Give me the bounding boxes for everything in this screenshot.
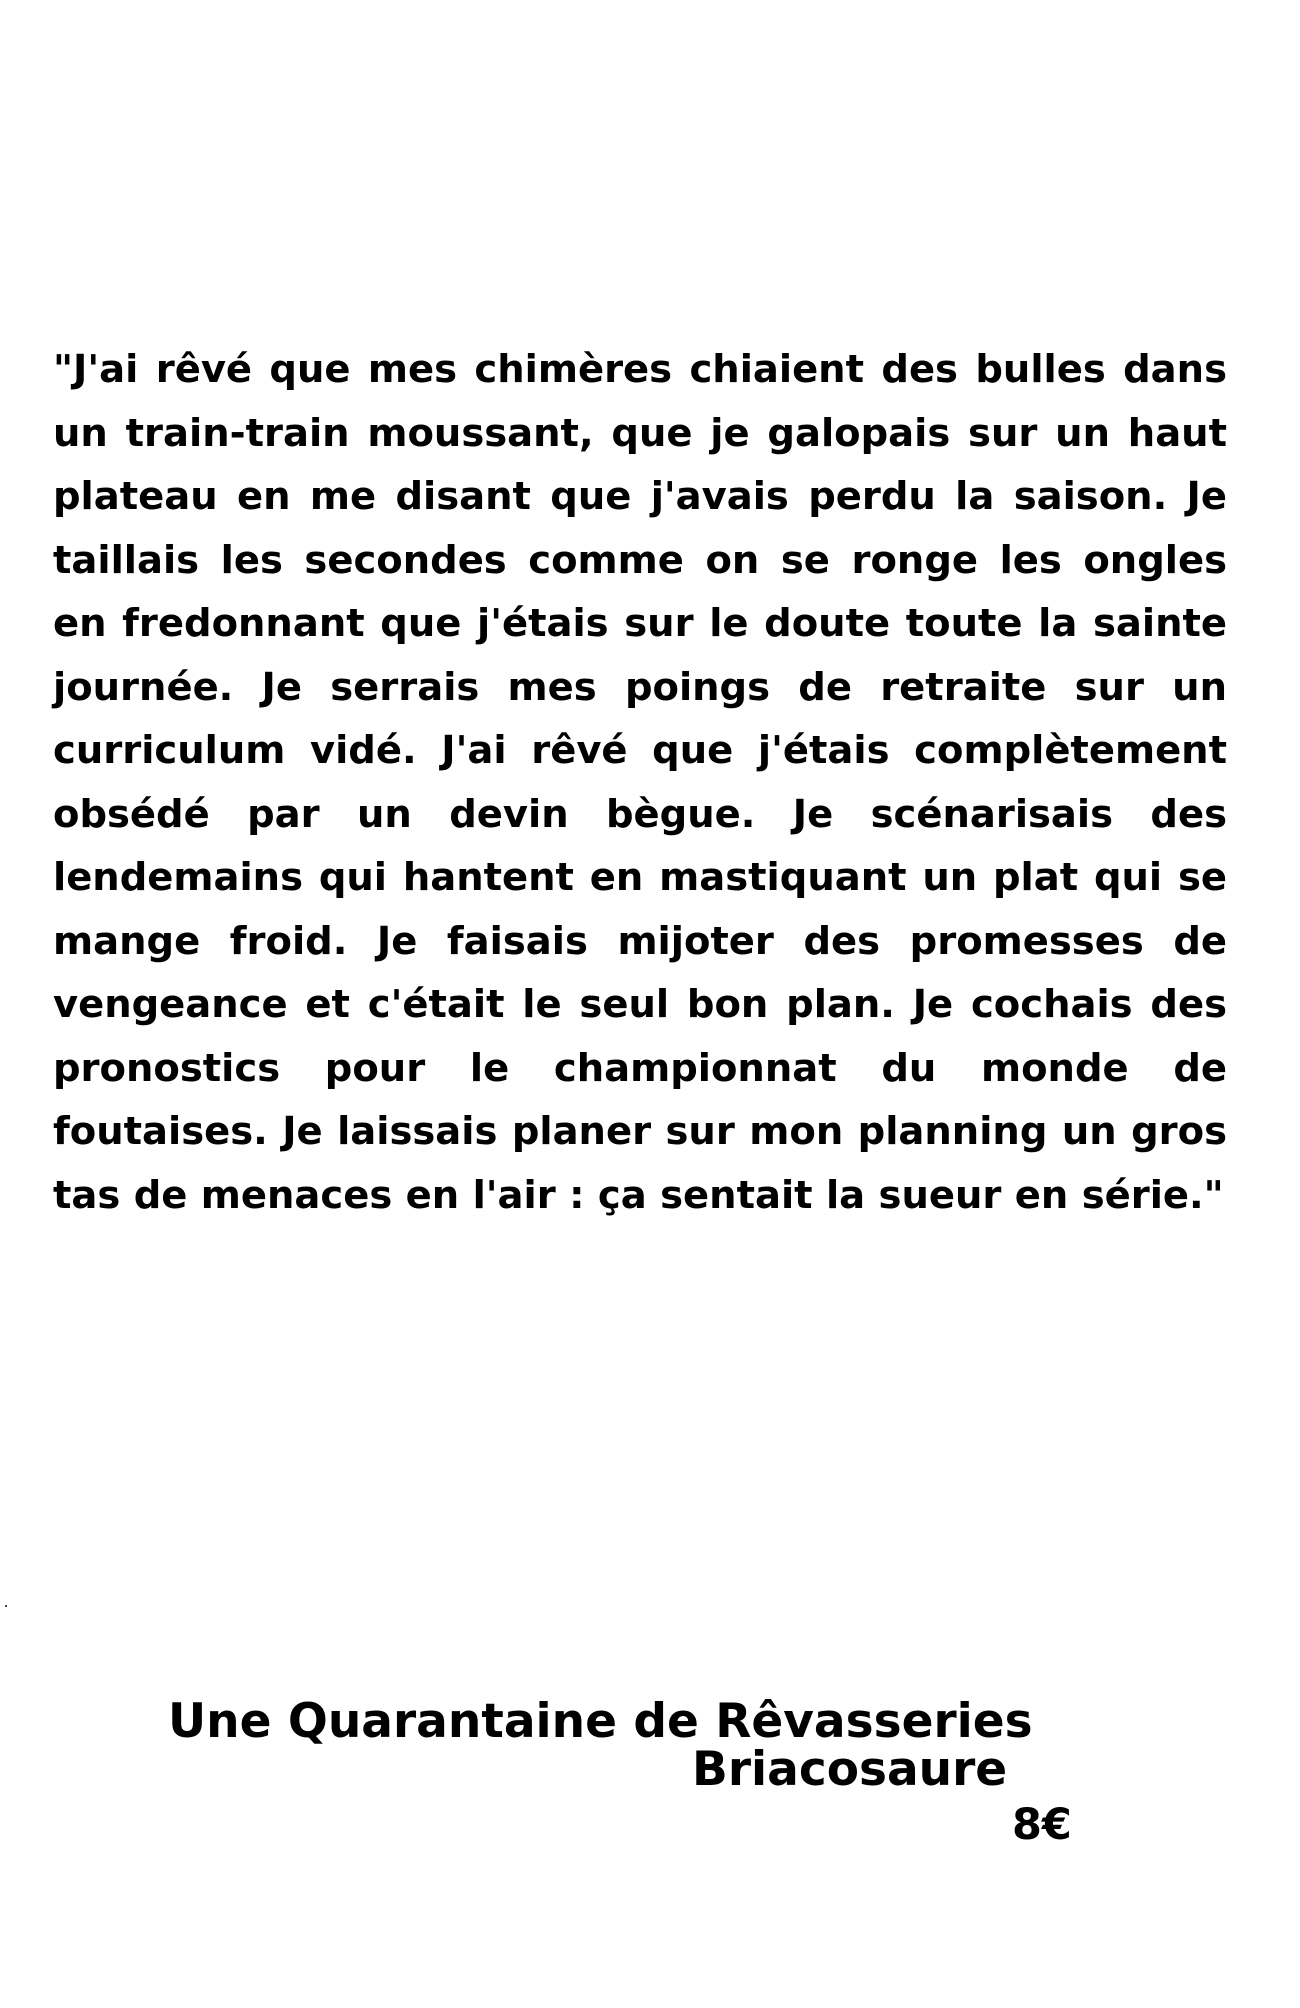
price-label: 8€ [1012, 1800, 1072, 1850]
book-title: Une Quarantaine de Rêvasseries [168, 1694, 1033, 1749]
print-speck [5, 1605, 7, 1607]
back-cover-quote: "J'ai rêvé que mes chimères chiaient des bulles dans un train-train moussant, que je galopais sur un haut plateau en me disant que j'avais perdu la saison. Je taillais les secondes comme on se ronge les ongles en fredonnant que j'étais sur le doute toute la sainte journée. Je serrais mes poings de retraite sur un curriculum vidé. J'ai rêvé que j'étais complètement obsédé par un devin bègue. Je scénarisais des lendemains qui hantent en mastiquant un plat qui se mange froid. Je faisais mijoter des promesses de vengeance et c'était le seul bon plan. Je cochais des pronostics pour le championnat du monde de foutaises. Je laissais planer sur mon planning un gros tas de menaces en l'air : ça sentait la sueur en série." [53, 347, 1227, 1218]
author-name: Briacosaure [692, 1742, 1008, 1797]
